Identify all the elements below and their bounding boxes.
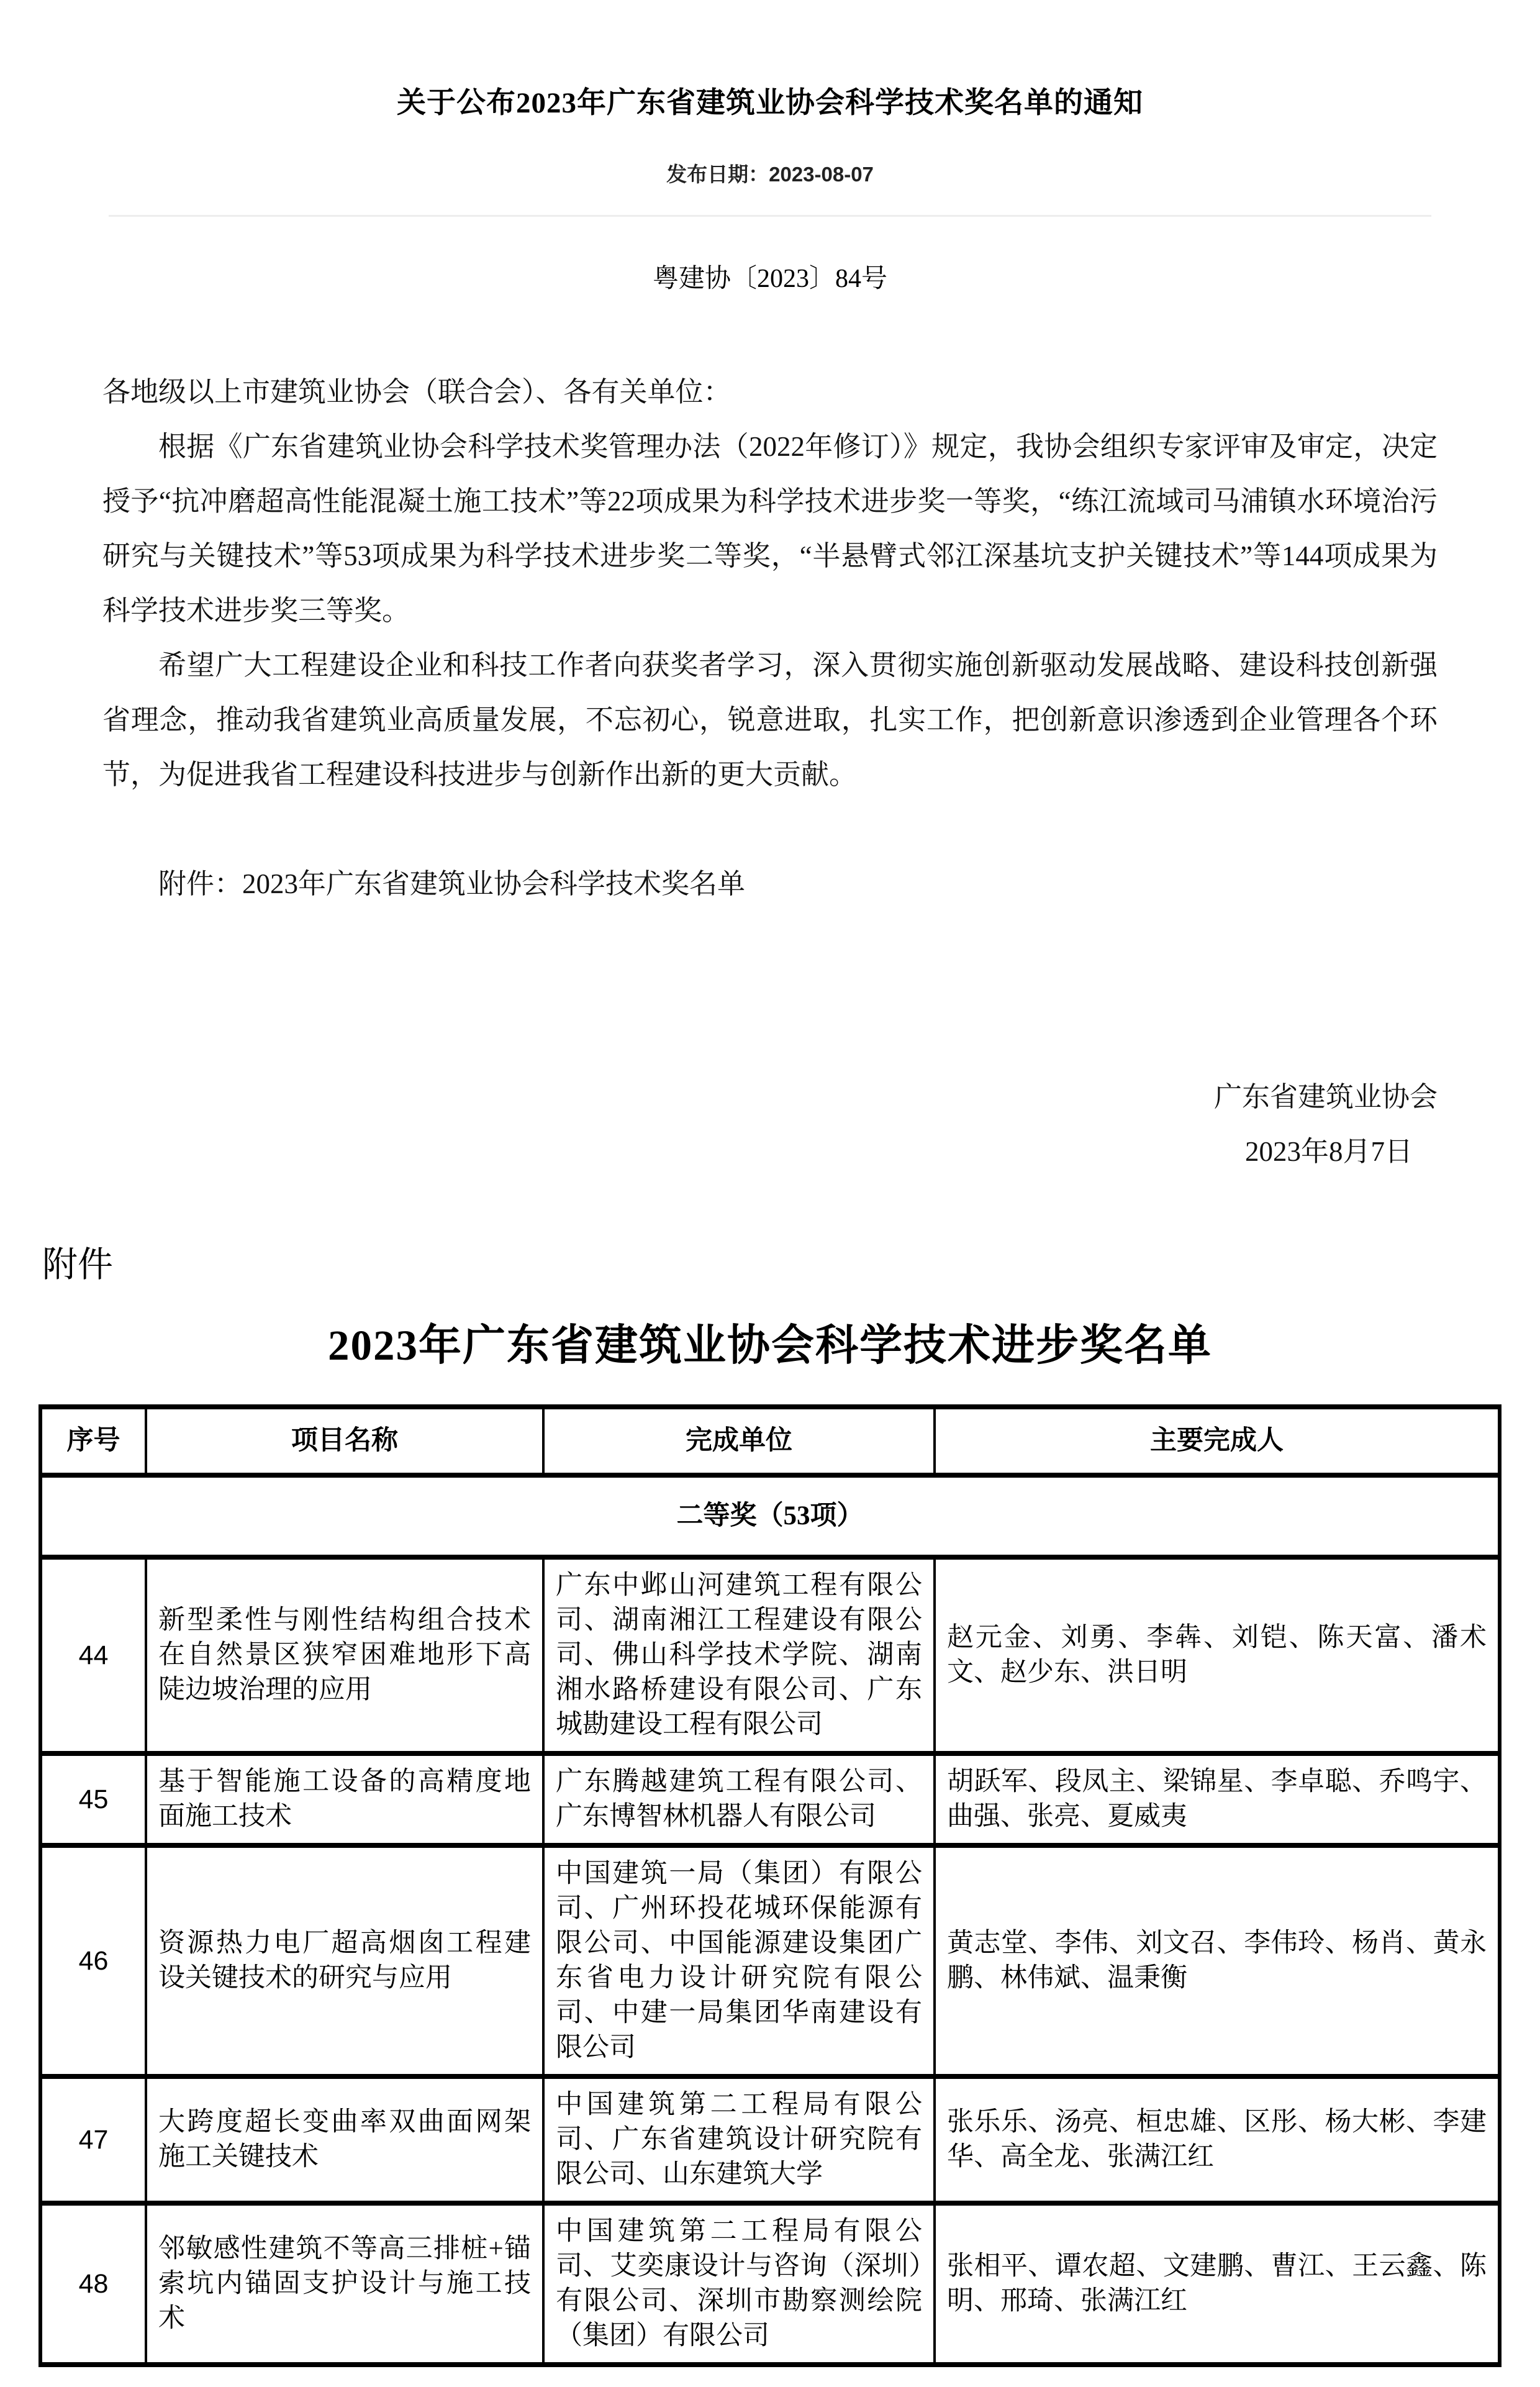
cell-people: 张乐乐、汤亮、桓忠雄、区彤、杨大彬、李建华、高全龙、张满江红	[935, 2076, 1500, 2203]
divider-line	[109, 215, 1431, 217]
signature-block	[102, 1070, 1438, 1179]
header-cell-serial: 序号	[40, 1407, 146, 1475]
cell-serial: 48	[40, 2203, 146, 2365]
header-cell-units: 完成单位	[543, 1407, 935, 1475]
paragraph-1: 根据《广东省建筑业协会科学技术奖管理办法（2022年修订）》规定，我协会组织专家评审及审定，决定授予“抗冲磨超高性能混凝土施工技术”等22项成果为科学技术进步奖一等奖，“练江流域司马浦镇水环境治污研究与关键技术”等53项成果为科学技术进步奖二等奖，“半悬臂式邻江深基坑支护关键技术”等144项成果为科学技术进步奖三等奖。	[102, 431, 1438, 626]
cell-people: 黄志堂、李伟、刘文召、李伟玲、杨肖、黄永鹏、林伟斌、温秉衡	[935, 1845, 1500, 2076]
cell-project: 大跨度超长变曲率双曲面网架施工关键技术	[146, 2076, 543, 2203]
attachment-reference: 附件：2023年广东省建筑业协会科学技术奖名单	[158, 868, 746, 899]
table-row	[40, 1557, 1500, 1753]
notice-section	[0, 80, 1540, 1179]
table-row	[40, 1753, 1500, 1845]
header-cell-project: 项目名称	[146, 1407, 543, 1475]
sign-date: 2023年8月7日	[1244, 1136, 1413, 1167]
cell-units: 广东中邺山河建筑工程有限公司、湖南湘江工程建设有限公司、佛山科学技术学院、湖南湘水路桥建设有限公司、广东城勘建设工程有限公司	[543, 1557, 935, 1753]
section-header: 二等奖（53项）	[40, 1475, 1500, 1557]
cell-serial: 46	[40, 1845, 146, 2076]
signer-name: 广东省建筑业协会	[1213, 1081, 1438, 1112]
cell-serial: 44	[40, 1557, 146, 1753]
cell-project: 邻敏感性建筑不等高三排桩+锚索坑内锚固支护设计与施工技术	[146, 2203, 543, 2365]
table-header-row	[40, 1407, 1500, 1475]
attachment-title: 2023年广东省建筑业协会科学技术进步奖名单	[328, 1322, 1212, 1369]
paragraph-2: 希望广大工程建设企业和科技工作者向获奖者学习，深入贯彻实施创新驱动发展战略、建设科技创新强省理念，推动我省建筑业高质量发展，不忘初心，锐意进取，扎实工作，把创新意识渗透到企业管理各个环节，为促进我省工程建设科技进步与创新作出新的更大贡献。	[102, 650, 1438, 790]
header-cell-people: 主要完成人	[935, 1407, 1500, 1475]
cell-serial: 45	[40, 1753, 146, 1845]
publish-date: 发布日期：2023-08-07	[666, 163, 874, 186]
cell-people: 赵元金、刘勇、李犇、刘铠、陈天富、潘术文、赵少东、洪日明	[935, 1557, 1500, 1753]
cell-people: 胡跃军、段凤主、梁锦星、李卓聪、乔鸣宇、曲强、张亮、夏威夷	[935, 1753, 1500, 1845]
cell-people: 张相平、谭农超、文建鹏、曹江、王云鑫、陈明、邢琦、张满江红	[935, 2203, 1500, 2365]
doc-number: 粤建协〔2023〕84号	[652, 265, 887, 293]
attachment-label: 附件	[42, 1245, 113, 1284]
document-page	[0, 80, 1540, 2387]
notice-body	[102, 365, 1438, 911]
cell-units: 中国建筑第二工程局有限公司、广东省建筑设计研究院有限公司、山东建筑大学	[543, 2076, 935, 2203]
cell-units: 中国建筑一局（集团）有限公司、广州环投花城环保能源有限公司、中国能源建设集团广东省电力设计研究院有限公司、中建一局集团华南建设有限公司	[543, 1845, 935, 2076]
awards-table	[38, 1404, 1502, 2367]
salutation: 各地级以上市建筑业协会（联合会）、各有关单位：	[102, 376, 732, 407]
table-row	[40, 2076, 1500, 2203]
cell-serial: 47	[40, 2076, 146, 2203]
table-row	[40, 2203, 1500, 2365]
cell-units: 广东腾越建筑工程有限公司、广东博智林机器人有限公司	[543, 1753, 935, 1845]
cell-project: 资源热力电厂超高烟囱工程建设关键技术的研究与应用	[146, 1845, 543, 2076]
cell-units: 中国建筑第二工程局有限公司、艾奕康设计与咨询（深圳）有限公司、深圳市勘察测绘院（集团）有限公司	[543, 2203, 935, 2365]
notice-title: 关于公布2023年广东省建筑业协会科学技术奖名单的通知	[397, 87, 1143, 119]
table-row	[40, 1845, 1500, 2076]
cell-project: 新型柔性与刚性结构组合技术在自然景区狭窄困难地形下高陡边坡治理的应用	[146, 1557, 543, 1753]
section-header-row	[40, 1475, 1500, 1557]
cell-project: 基于智能施工设备的高精度地面施工技术	[146, 1753, 543, 1845]
